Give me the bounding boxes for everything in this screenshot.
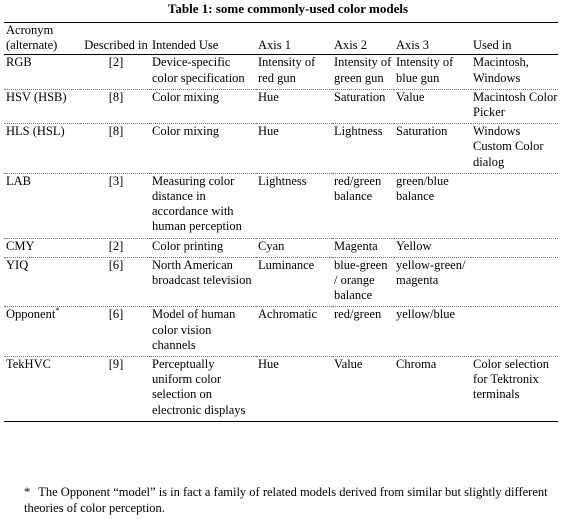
footnote-text: The Opponent “model” is in fact a family of related models derived from similar but slightly different theories of color perception. [24, 485, 548, 515]
cell-acronym [4, 124, 80, 174]
cell-axis-1 [256, 238, 332, 257]
cell-axis-1 [256, 307, 332, 357]
cell-axis-3-text: yellow/blue [396, 307, 456, 322]
cell-acronym [4, 257, 80, 307]
cell-axis-1-text: Achromatic [258, 307, 318, 322]
cell-used-in [471, 357, 558, 422]
cell-axis-2 [332, 124, 394, 174]
cell-axis-3 [394, 89, 471, 123]
cell-axis-2 [332, 173, 394, 238]
cell-acronym [4, 238, 80, 257]
cell-axis-1-text: Cyan [258, 238, 285, 253]
cell-acronym [4, 55, 80, 89]
cell-used-in-text: Macintosh, Windows [473, 55, 529, 85]
cell-axis-1-text: Intensity of red gun [258, 55, 316, 85]
cell-acronym-text: Opponent [6, 307, 56, 322]
footnote-mark: * [24, 485, 31, 499]
cell-intended-use-text: Color mixing [152, 89, 220, 104]
table-row [4, 257, 558, 307]
cell-axis-2 [332, 55, 394, 89]
cell-described-in-text: [3] [108, 173, 124, 188]
cell-axis-3 [394, 307, 471, 357]
cell-axis-3 [394, 257, 471, 307]
cell-axis-1-text: Hue [258, 124, 279, 139]
cell-intended-use-text: Color printing [152, 238, 224, 253]
header-intended-use: Intended Use [152, 38, 219, 53]
header-axis-3: Axis 3 [396, 38, 429, 53]
cell-axis-3 [394, 173, 471, 238]
table-row [4, 173, 558, 238]
table-row [4, 89, 558, 123]
cell-used-in [471, 55, 558, 89]
cell-intended-use-text: Device-specific color specification [152, 55, 245, 85]
cell-axis-3-text: Chroma [396, 357, 437, 372]
cell-described-in-text: [6] [108, 307, 124, 322]
cell-intended-use [150, 55, 256, 89]
cell-axis-2-text: Lightness [334, 124, 383, 139]
cell-intended-use [150, 357, 256, 422]
cell-used-in [471, 89, 558, 123]
cell-intended-use [150, 238, 256, 257]
header-axis-2: Axis 2 [334, 38, 367, 53]
table-row [4, 357, 558, 422]
cell-intended-use-text: North American broadcast television [152, 257, 252, 288]
cell-used-in [471, 173, 558, 238]
cell-intended-use-text: Color mixing [152, 124, 220, 139]
header-axis-1: Axis 1 [258, 38, 291, 53]
cell-axis-2-text: red/green balance [334, 173, 382, 204]
header-acronym: Acronym (alternate) [6, 23, 58, 53]
cell-described-in [80, 238, 150, 257]
cell-acronym-text: LAB [6, 173, 31, 188]
cell-described-in-text: [8] [108, 89, 124, 104]
cell-acronym-text: CMY [6, 238, 35, 253]
cell-acronym-text: RGB [6, 55, 32, 70]
cell-intended-use-text: Measuring color distance in accordance with human perception [152, 173, 242, 234]
cell-axis-3-text: Value [396, 89, 425, 104]
cell-axis-1-text: Luminance [258, 257, 315, 272]
table-row [4, 307, 558, 357]
cell-axis-3-text: Intensity of blue gun [396, 55, 454, 85]
header-used-in: Used in [473, 38, 512, 53]
cell-intended-use [150, 173, 256, 238]
cell-axis-3-text: Saturation [396, 124, 448, 139]
header-described-in: Described in [84, 38, 148, 53]
cell-acronym-text: TekHVC [6, 357, 51, 372]
cell-axis-1-text: Hue [258, 89, 279, 104]
cell-acronym-text: HLS (HSL) [6, 124, 65, 139]
cell-acronym [4, 173, 80, 238]
cell-axis-1 [256, 89, 332, 123]
cell-axis-2 [332, 307, 394, 357]
cell-intended-use [150, 307, 256, 357]
cell-axis-1 [256, 173, 332, 238]
cell-axis-1-text: Hue [258, 357, 279, 372]
cell-axis-1-text: Lightness [258, 173, 307, 188]
cell-described-in [80, 257, 150, 307]
footnote-marker: * [55, 306, 60, 316]
cell-intended-use [150, 89, 256, 123]
cell-axis-2-text: blue-green / orange balance [334, 257, 388, 303]
cell-described-in [80, 307, 150, 357]
cell-axis-3 [394, 55, 471, 89]
table-row [4, 238, 558, 257]
footnote [24, 485, 569, 516]
cell-described-in-text: [2] [108, 238, 124, 253]
cell-axis-3 [394, 124, 471, 174]
cell-used-in-text: Macintosh Color Picker [473, 89, 558, 120]
color-models-table [4, 22, 558, 422]
cell-used-in [471, 257, 558, 307]
cell-described-in-text: [8] [108, 124, 124, 139]
cell-axis-3-text: Yellow [396, 238, 432, 253]
header-row [4, 23, 558, 55]
cell-axis-2-text: red/green [334, 307, 382, 322]
cell-acronym [4, 89, 80, 123]
cell-acronym [4, 357, 80, 422]
table-row [4, 124, 558, 174]
cell-described-in [80, 89, 150, 123]
cell-used-in-text: Color selection for Tektronix terminals [473, 357, 550, 402]
cell-described-in [80, 357, 150, 422]
cell-axis-2 [332, 357, 394, 422]
cell-intended-use [150, 124, 256, 174]
cell-axis-2 [332, 238, 394, 257]
cell-axis-3 [394, 357, 471, 422]
cell-intended-use-text: Perceptually uniform color selection on electronic displays [152, 357, 246, 417]
cell-acronym-text: YIQ [6, 257, 29, 272]
cell-intended-use-text: Model of human color vision channels [152, 307, 236, 352]
cell-axis-3-text: green/blue balance [396, 173, 449, 204]
cell-intended-use [150, 257, 256, 307]
cell-axis-2-text: Value [334, 357, 363, 372]
cell-axis-1 [256, 257, 332, 307]
cell-acronym [4, 307, 80, 357]
cell-described-in-text: [6] [108, 257, 124, 272]
cell-axis-1 [256, 55, 332, 89]
cell-axis-2 [332, 89, 394, 123]
cell-described-in [80, 124, 150, 174]
cell-axis-3 [394, 238, 471, 257]
cell-axis-2 [332, 257, 394, 307]
cell-used-in [471, 238, 558, 257]
cell-described-in [80, 173, 150, 238]
cell-axis-2-text: Saturation [334, 89, 386, 104]
cell-axis-2-text: Magenta [334, 238, 378, 253]
cell-acronym-text: HSV (HSB) [6, 89, 67, 104]
cell-used-in [471, 124, 558, 174]
cell-used-in-text: Windows Custom Color dialog [473, 124, 544, 169]
cell-described-in [80, 55, 150, 89]
table-title: Table 1: some commonly-used color models [167, 1, 409, 16]
cell-described-in-text: [9] [108, 357, 124, 372]
cell-axis-2-text: Intensity of green gun [334, 55, 392, 85]
cell-axis-1 [256, 357, 332, 422]
cell-described-in-text: [2] [108, 55, 124, 70]
table-row [4, 55, 558, 89]
cell-axis-3-text: yellow-green/ magenta [396, 257, 466, 288]
cell-used-in [471, 307, 558, 357]
cell-axis-1 [256, 124, 332, 174]
